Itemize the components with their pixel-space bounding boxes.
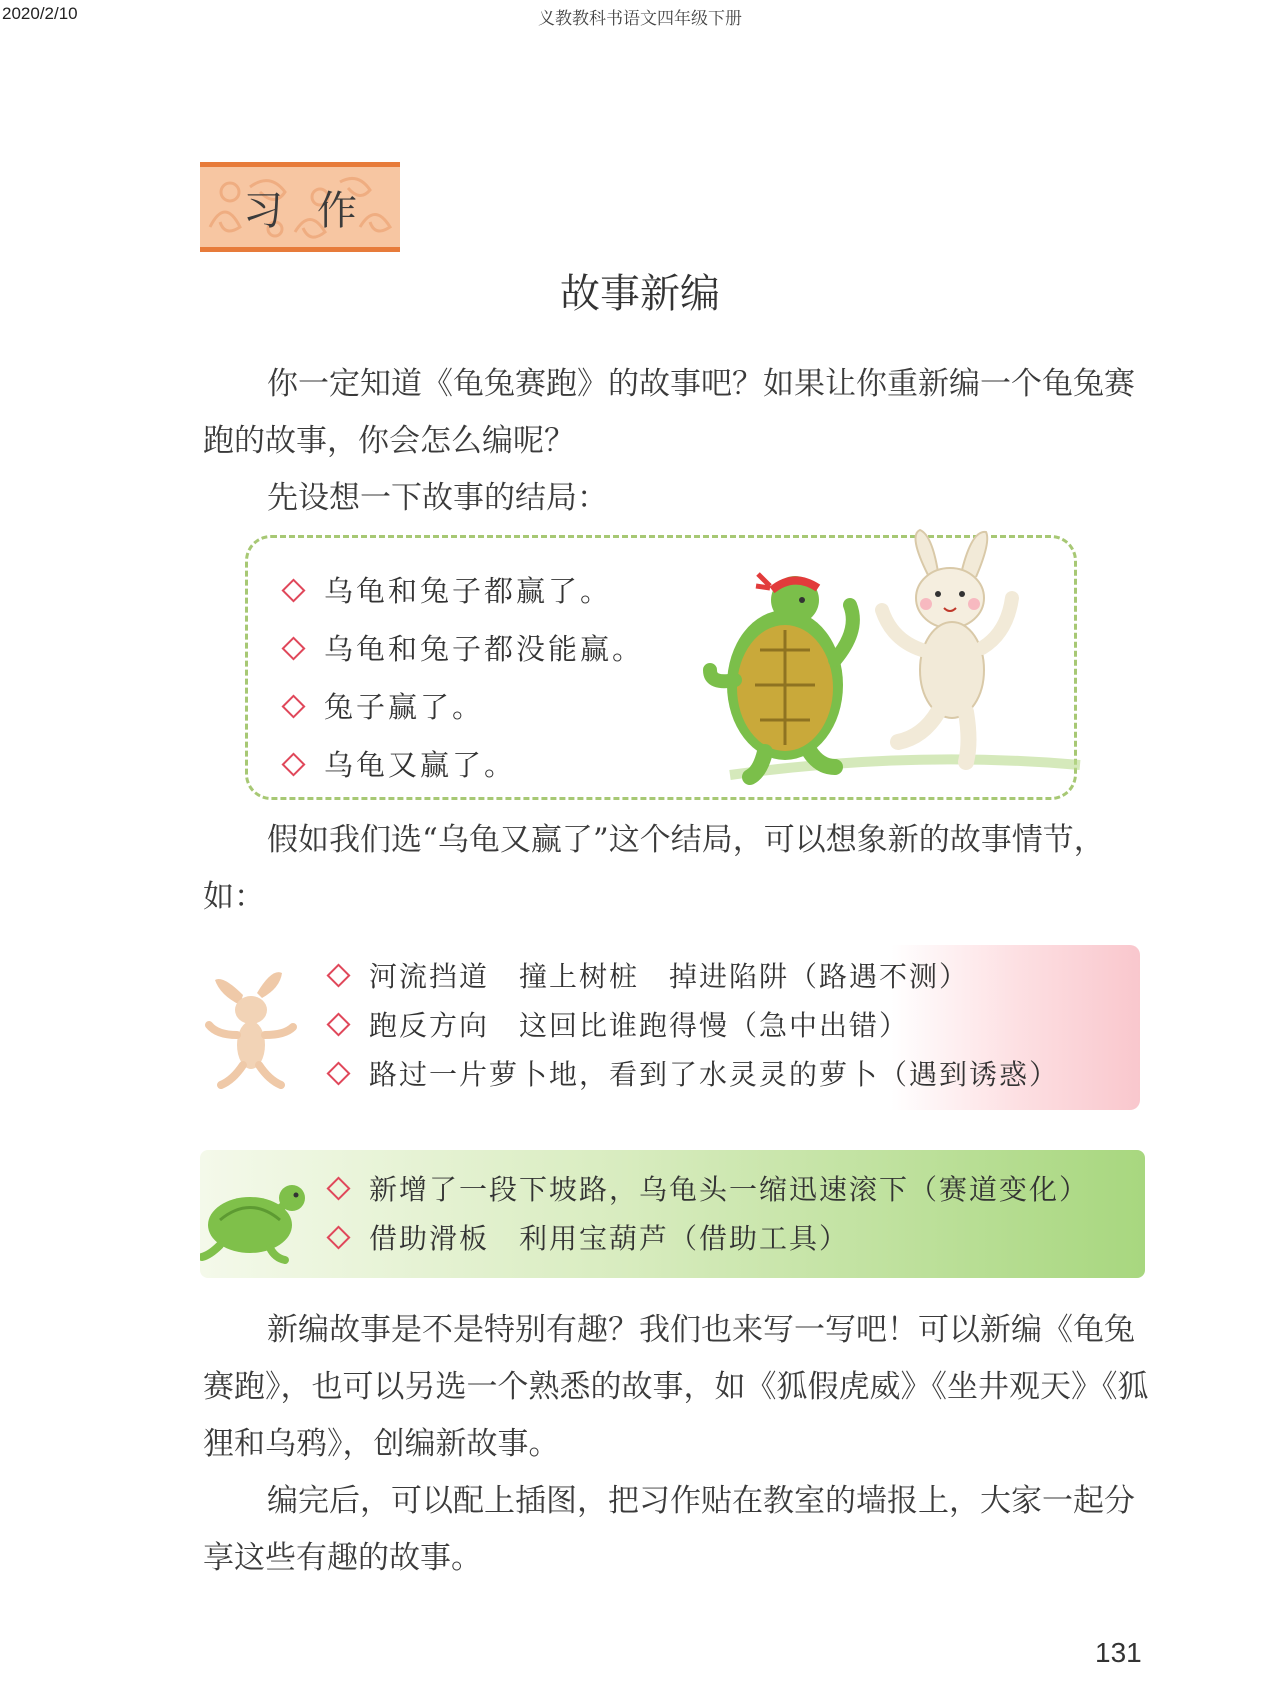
header-date: 2020/2/10	[2, 4, 78, 23]
list-item	[285, 678, 644, 736]
outro-paragraph: 新编故事是不是特别有趣？我们也来写一写吧！可以新编《龟兔赛跑》，也可以另选一个熟悉的故事，如《狐假虎威》《坐井观天》《狐狸和乌鸦》，创编新故事。	[203, 1312, 1149, 1462]
diamond-bullet-icon	[281, 636, 305, 660]
rabbit-figure	[882, 530, 1012, 762]
turtle-rabbit-illustration	[700, 520, 1100, 790]
turtle-figure	[710, 574, 853, 777]
ending-text: 乌龟又赢了。	[324, 748, 517, 782]
outro-closing: 编完后，可以配上插图，把习作贴在教室的墙报上，大家一起分享这些有趣的故事。	[203, 1483, 1135, 1576]
page-number: 131	[1095, 1637, 1142, 1668]
diamond-bullet-icon	[326, 1061, 350, 1085]
header-title: 义教教科书语文四年级下册	[538, 9, 742, 29]
plot-intro-paragraph: 假如我们选“乌龟又赢了”这个结局，可以想象新的故事情节，如：	[203, 822, 1105, 915]
diamond-bullet-icon	[326, 963, 350, 987]
diamond-bullet-icon	[326, 1012, 350, 1036]
ending-text: 乌龟和兔子都赢了。	[324, 574, 613, 608]
list-item	[285, 736, 644, 794]
list-item	[330, 1050, 1059, 1099]
list-item	[285, 562, 644, 620]
endings-list	[285, 562, 644, 794]
list-item	[330, 1001, 1059, 1050]
plot-text: 路过一片萝卜地，看到了水灵灵的萝卜（遇到诱惑）	[369, 1058, 1060, 1091]
intro-prompt: 先设想一下故事的结局：	[267, 480, 608, 516]
page-title: 故事新编	[560, 271, 720, 317]
list-item	[330, 952, 1059, 1001]
small-turtle-illustration	[200, 1170, 315, 1270]
list-item	[330, 1214, 1089, 1263]
list-item	[285, 620, 644, 678]
ending-text: 乌龟和兔子都没能赢。	[324, 632, 645, 666]
turtle-plots-list	[330, 1165, 1089, 1263]
diamond-bullet-icon	[326, 1176, 350, 1200]
diamond-bullet-icon	[281, 752, 305, 776]
section-label	[200, 162, 400, 252]
plot-text: 河流挡道 撞上树桩 掉进陷阱（路遇不测）	[369, 960, 970, 993]
section-label-text: 习作	[243, 187, 391, 234]
small-rabbit-illustration	[205, 965, 300, 1090]
ending-text: 兔子赢了。	[324, 690, 485, 724]
plot-text: 借助滑板 利用宝葫芦（借助工具）	[369, 1222, 850, 1255]
intro-paragraph: 你一定知道《龟兔赛跑》的故事吧？如果让你重新编一个龟兔赛跑的故事，你会怎么编呢？	[203, 366, 1135, 459]
plot-text: 新增了一段下坡路，乌龟头一缩迅速滚下（赛道变化）	[369, 1173, 1090, 1206]
diamond-bullet-icon	[281, 694, 305, 718]
diamond-bullet-icon	[326, 1225, 350, 1249]
plot-text: 跑反方向 这回比谁跑得慢（急中出错）	[369, 1009, 910, 1042]
diamond-bullet-icon	[281, 578, 305, 602]
list-item	[330, 1165, 1089, 1214]
rabbit-plots-list	[330, 952, 1059, 1099]
